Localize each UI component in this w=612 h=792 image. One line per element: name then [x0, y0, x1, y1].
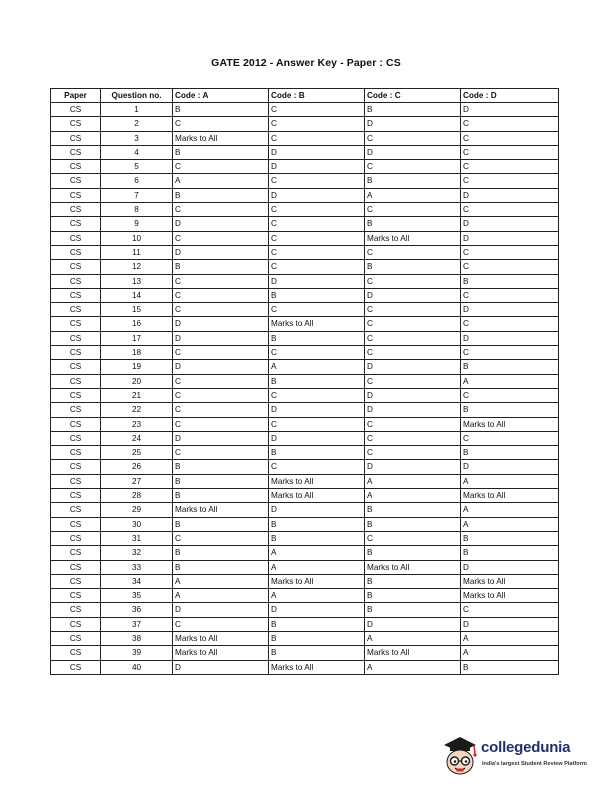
cell-code-a: C [173, 231, 269, 245]
cell-code-d: A [461, 503, 559, 517]
cell-code-d: B [461, 274, 559, 288]
cell-code-c: C [365, 317, 461, 331]
cell-code-c: Marks to All [365, 231, 461, 245]
table-row [51, 288, 559, 302]
cell-code-d: B [461, 660, 559, 674]
cell-code-d: C [461, 245, 559, 259]
cell-code-d: B [461, 360, 559, 374]
cell-code-c: B [365, 603, 461, 617]
cell-paper: CS [51, 589, 101, 603]
table-row [51, 346, 559, 360]
cell-code-c: D [365, 403, 461, 417]
cell-paper: CS [51, 388, 101, 402]
cell-paper: CS [51, 574, 101, 588]
cell-code-a: B [173, 489, 269, 503]
cell-code-d: C [461, 203, 559, 217]
cell-question-no: 35 [101, 589, 173, 603]
cell-code-a: C [173, 346, 269, 360]
cell-code-b: Marks to All [269, 317, 365, 331]
table-row [51, 589, 559, 603]
table-row [51, 174, 559, 188]
cell-paper: CS [51, 245, 101, 259]
cell-code-c: C [365, 431, 461, 445]
cell-paper: CS [51, 431, 101, 445]
cell-code-b: C [269, 388, 365, 402]
cell-question-no: 25 [101, 446, 173, 460]
table-row [51, 274, 559, 288]
cell-code-d: C [461, 288, 559, 302]
cell-code-a: C [173, 374, 269, 388]
cell-code-c: C [365, 303, 461, 317]
cell-question-no: 19 [101, 360, 173, 374]
cell-code-c: C [365, 331, 461, 345]
cell-question-no: 1 [101, 103, 173, 117]
cell-code-d: D [461, 188, 559, 202]
cell-code-b: C [269, 346, 365, 360]
header-question-no: Question no. [101, 89, 173, 103]
cell-code-a: B [173, 474, 269, 488]
cell-question-no: 9 [101, 217, 173, 231]
cell-question-no: 2 [101, 117, 173, 131]
table-header-row [51, 89, 559, 103]
cell-question-no: 36 [101, 603, 173, 617]
cell-code-c: A [365, 188, 461, 202]
cell-code-c: D [365, 117, 461, 131]
cell-question-no: 3 [101, 131, 173, 145]
cell-code-d: D [461, 617, 559, 631]
cell-code-b: D [269, 160, 365, 174]
cell-code-d: Marks to All [461, 489, 559, 503]
cell-code-a: D [173, 360, 269, 374]
cell-paper: CS [51, 317, 101, 331]
cell-question-no: 5 [101, 160, 173, 174]
cell-paper: CS [51, 460, 101, 474]
cell-code-d: D [461, 217, 559, 231]
cell-question-no: 14 [101, 288, 173, 302]
cell-code-b: Marks to All [269, 574, 365, 588]
cell-question-no: 23 [101, 417, 173, 431]
cell-code-b: D [269, 603, 365, 617]
cell-paper: CS [51, 203, 101, 217]
cell-question-no: 32 [101, 546, 173, 560]
cell-code-c: D [365, 360, 461, 374]
table-row [51, 460, 559, 474]
cell-paper: CS [51, 503, 101, 517]
cell-code-d: A [461, 646, 559, 660]
cell-code-a: C [173, 117, 269, 131]
cell-code-d: C [461, 117, 559, 131]
cell-code-b: B [269, 288, 365, 302]
table-row [51, 660, 559, 674]
cell-code-a: C [173, 446, 269, 460]
table-row [51, 631, 559, 645]
cell-code-b: C [269, 117, 365, 131]
cell-paper: CS [51, 331, 101, 345]
table-row [51, 417, 559, 431]
header-code-a: Code : A [173, 89, 269, 103]
cell-question-no: 17 [101, 331, 173, 345]
table-row [51, 188, 559, 202]
cell-code-d: A [461, 374, 559, 388]
table-row [51, 603, 559, 617]
cell-code-d: C [461, 260, 559, 274]
cell-code-c: C [365, 374, 461, 388]
cell-code-a: C [173, 303, 269, 317]
cell-question-no: 28 [101, 489, 173, 503]
cell-paper: CS [51, 360, 101, 374]
cell-code-c: D [365, 388, 461, 402]
cell-paper: CS [51, 489, 101, 503]
cell-code-b: B [269, 517, 365, 531]
cell-paper: CS [51, 131, 101, 145]
cell-code-a: C [173, 388, 269, 402]
cell-question-no: 10 [101, 231, 173, 245]
cell-code-d: B [461, 403, 559, 417]
cell-code-a: C [173, 403, 269, 417]
table-row [51, 317, 559, 331]
cell-paper: CS [51, 103, 101, 117]
table-row [51, 403, 559, 417]
cell-code-b: C [269, 260, 365, 274]
cell-code-d: A [461, 474, 559, 488]
cell-code-b: Marks to All [269, 489, 365, 503]
cell-code-b: D [269, 503, 365, 517]
cell-paper: CS [51, 145, 101, 159]
cell-code-d: Marks to All [461, 574, 559, 588]
cell-code-d: D [461, 331, 559, 345]
cell-code-c: C [365, 531, 461, 545]
cell-code-d: D [461, 560, 559, 574]
cell-paper: CS [51, 274, 101, 288]
cell-code-d: D [461, 231, 559, 245]
cell-code-c: C [365, 446, 461, 460]
cell-question-no: 6 [101, 174, 173, 188]
cell-paper: CS [51, 217, 101, 231]
cell-code-a: A [173, 174, 269, 188]
cell-code-b: B [269, 374, 365, 388]
cell-question-no: 26 [101, 460, 173, 474]
cell-code-d: A [461, 517, 559, 531]
cell-code-d: C [461, 174, 559, 188]
cell-paper: CS [51, 474, 101, 488]
cell-code-b: Marks to All [269, 660, 365, 674]
cell-code-d: D [461, 103, 559, 117]
page-title: GATE 2012 - Answer Key - Paper : CS [211, 57, 401, 69]
cell-code-b: D [269, 188, 365, 202]
table-row [51, 646, 559, 660]
cell-code-c: C [365, 417, 461, 431]
cell-code-b: A [269, 546, 365, 560]
cell-code-a: D [173, 603, 269, 617]
cell-code-b: D [269, 274, 365, 288]
cell-code-a: C [173, 203, 269, 217]
cell-question-no: 11 [101, 245, 173, 259]
table-row [51, 617, 559, 631]
cell-code-c: D [365, 617, 461, 631]
table-row [51, 360, 559, 374]
cell-code-a: D [173, 331, 269, 345]
cell-code-a: B [173, 517, 269, 531]
cell-paper: CS [51, 631, 101, 645]
cell-paper: CS [51, 160, 101, 174]
cell-code-a: B [173, 188, 269, 202]
cell-question-no: 7 [101, 188, 173, 202]
cell-code-a: C [173, 288, 269, 302]
table-row [51, 145, 559, 159]
cell-question-no: 20 [101, 374, 173, 388]
cell-paper: CS [51, 546, 101, 560]
cell-code-b: C [269, 203, 365, 217]
table-row [51, 517, 559, 531]
cell-paper: CS [51, 417, 101, 431]
table-row [51, 489, 559, 503]
table-row [51, 388, 559, 402]
table-row [51, 103, 559, 117]
cell-question-no: 38 [101, 631, 173, 645]
cell-code-b: A [269, 360, 365, 374]
cell-paper: CS [51, 174, 101, 188]
cell-code-a: C [173, 531, 269, 545]
cell-code-a: C [173, 274, 269, 288]
graduate-mascot-icon [440, 733, 480, 779]
cell-code-d: C [461, 317, 559, 331]
cell-code-d: C [461, 346, 559, 360]
cell-code-b: B [269, 531, 365, 545]
header-code-d: Code : D [461, 89, 559, 103]
cell-code-a: Marks to All [173, 646, 269, 660]
cell-code-b: C [269, 303, 365, 317]
cell-code-c: C [365, 245, 461, 259]
cell-code-b: D [269, 431, 365, 445]
cell-code-c: D [365, 288, 461, 302]
table-row [51, 203, 559, 217]
cell-code-d: C [461, 603, 559, 617]
cell-code-c: Marks to All [365, 560, 461, 574]
cell-code-a: B [173, 103, 269, 117]
cell-paper: CS [51, 446, 101, 460]
answer-key-table [50, 88, 559, 675]
cell-code-b: C [269, 131, 365, 145]
cell-code-a: D [173, 217, 269, 231]
header-code-b: Code : B [269, 89, 365, 103]
cell-paper: CS [51, 560, 101, 574]
cell-code-d: B [461, 531, 559, 545]
cell-question-no: 22 [101, 403, 173, 417]
cell-code-a: B [173, 560, 269, 574]
cell-code-a: C [173, 417, 269, 431]
cell-code-b: B [269, 617, 365, 631]
cell-code-a: C [173, 160, 269, 174]
cell-code-b: A [269, 589, 365, 603]
cell-code-c: A [365, 474, 461, 488]
cell-code-d: C [461, 131, 559, 145]
cell-question-no: 13 [101, 274, 173, 288]
cell-question-no: 31 [101, 531, 173, 545]
cell-code-c: C [365, 274, 461, 288]
cell-paper: CS [51, 346, 101, 360]
cell-code-a: D [173, 317, 269, 331]
table-row [51, 331, 559, 345]
cell-code-c: B [365, 574, 461, 588]
cell-code-d: A [461, 631, 559, 645]
cell-code-a: D [173, 245, 269, 259]
cell-code-a: A [173, 574, 269, 588]
logo-tagline: India's largest Student Review Platform [482, 761, 587, 767]
cell-question-no: 16 [101, 317, 173, 331]
cell-paper: CS [51, 374, 101, 388]
cell-code-d: D [461, 303, 559, 317]
cell-question-no: 21 [101, 388, 173, 402]
cell-question-no: 27 [101, 474, 173, 488]
cell-paper: CS [51, 403, 101, 417]
cell-code-c: C [365, 131, 461, 145]
cell-code-c: B [365, 503, 461, 517]
cell-code-b: B [269, 331, 365, 345]
table-row [51, 131, 559, 145]
cell-paper: CS [51, 646, 101, 660]
cell-question-no: 18 [101, 346, 173, 360]
table-row [51, 431, 559, 445]
collegedunia-logo [440, 733, 600, 779]
cell-code-d: C [461, 431, 559, 445]
cell-code-c: B [365, 589, 461, 603]
cell-code-b: Marks to All [269, 474, 365, 488]
cell-question-no: 12 [101, 260, 173, 274]
cell-paper: CS [51, 603, 101, 617]
cell-code-c: D [365, 460, 461, 474]
cell-code-b: C [269, 231, 365, 245]
cell-paper: CS [51, 260, 101, 274]
table-row [51, 374, 559, 388]
cell-question-no: 24 [101, 431, 173, 445]
cell-code-a: B [173, 460, 269, 474]
cell-paper: CS [51, 188, 101, 202]
table-row [51, 303, 559, 317]
cell-question-no: 8 [101, 203, 173, 217]
cell-code-c: C [365, 203, 461, 217]
cell-code-c: B [365, 517, 461, 531]
cell-code-c: B [365, 546, 461, 560]
cell-code-d: D [461, 460, 559, 474]
cell-paper: CS [51, 617, 101, 631]
cell-code-b: A [269, 560, 365, 574]
cell-code-a: B [173, 546, 269, 560]
cell-code-b: D [269, 145, 365, 159]
table-row [51, 503, 559, 517]
header-code-c: Code : C [365, 89, 461, 103]
logo-brand-text: collegedunia [481, 739, 571, 756]
cell-code-b: D [269, 403, 365, 417]
cell-paper: CS [51, 117, 101, 131]
cell-question-no: 29 [101, 503, 173, 517]
header-paper: Paper [51, 89, 101, 103]
table-row [51, 574, 559, 588]
table-row [51, 560, 559, 574]
cell-code-a: B [173, 260, 269, 274]
cell-question-no: 39 [101, 646, 173, 660]
cell-code-d: C [461, 160, 559, 174]
cell-code-c: B [365, 217, 461, 231]
cell-code-d: C [461, 145, 559, 159]
cell-code-a: B [173, 145, 269, 159]
table-row [51, 245, 559, 259]
table-row [51, 160, 559, 174]
cell-code-a: Marks to All [173, 131, 269, 145]
table-row [51, 474, 559, 488]
cell-code-b: B [269, 631, 365, 645]
cell-paper: CS [51, 231, 101, 245]
cell-code-a: Marks to All [173, 631, 269, 645]
table-row [51, 446, 559, 460]
cell-paper: CS [51, 303, 101, 317]
cell-code-c: Marks to All [365, 646, 461, 660]
cell-question-no: 40 [101, 660, 173, 674]
table-row [51, 231, 559, 245]
cell-code-d: Marks to All [461, 417, 559, 431]
table-row [51, 217, 559, 231]
cell-code-a: D [173, 660, 269, 674]
cell-paper: CS [51, 288, 101, 302]
cell-paper: CS [51, 531, 101, 545]
cell-code-b: C [269, 245, 365, 259]
cell-code-c: C [365, 160, 461, 174]
cell-code-a: D [173, 431, 269, 445]
cell-code-c: D [365, 145, 461, 159]
cell-code-b: C [269, 460, 365, 474]
cell-code-c: B [365, 103, 461, 117]
cell-code-a: C [173, 617, 269, 631]
cell-code-b: C [269, 103, 365, 117]
cell-code-c: B [365, 174, 461, 188]
cell-code-b: C [269, 174, 365, 188]
table-row [51, 260, 559, 274]
cell-code-a: A [173, 589, 269, 603]
cell-question-no: 15 [101, 303, 173, 317]
cell-code-d: B [461, 446, 559, 460]
cell-paper: CS [51, 660, 101, 674]
cell-code-c: B [365, 260, 461, 274]
cell-code-c: C [365, 346, 461, 360]
table-row [51, 531, 559, 545]
cell-code-b: B [269, 646, 365, 660]
cell-paper: CS [51, 517, 101, 531]
cell-code-c: A [365, 660, 461, 674]
cell-question-no: 4 [101, 145, 173, 159]
cell-code-b: C [269, 417, 365, 431]
cell-code-d: B [461, 546, 559, 560]
cell-question-no: 30 [101, 517, 173, 531]
cell-question-no: 33 [101, 560, 173, 574]
table-row [51, 117, 559, 131]
table-row [51, 546, 559, 560]
cell-code-d: C [461, 388, 559, 402]
cell-code-b: C [269, 217, 365, 231]
cell-code-c: A [365, 631, 461, 645]
cell-code-b: B [269, 446, 365, 460]
cell-code-a: Marks to All [173, 503, 269, 517]
cell-question-no: 37 [101, 617, 173, 631]
cell-question-no: 34 [101, 574, 173, 588]
cell-code-c: A [365, 489, 461, 503]
cell-code-d: Marks to All [461, 589, 559, 603]
